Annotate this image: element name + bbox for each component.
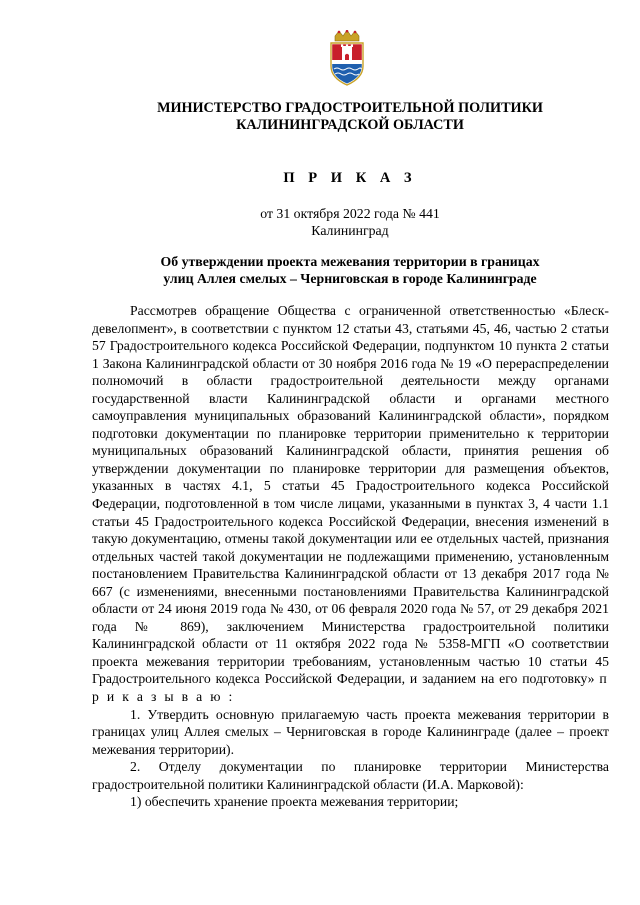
preamble-paragraph: [92, 302, 609, 706]
subject-line-2: улиц Аллея смелых – Черниговская в городе Калининграде: [163, 271, 537, 286]
preamble-text: Рассмотрев обращение Общества с ограниченной ответственностью «Блеск-девелопмент», в соответствии с пунктом 12 статьи 43, статьями 45, 46, частью 2 статьи 57 Градостроительного кодекса Российской Федерации, подпунктом 10 пункта 2 статьи 1 Закона Калининградской области от 30 ноября 2016 года № 19 «О перераспределении полномочий в области градостроительной деятельности между органами государственной власти Калининградской области и органами местного самоуправления муниципальных образований Калининградской области», порядком подготовки документации по планировке территории применительно к территории муниципальных образований Калининградской области, принятия решения об утверждении документации по планировке территории для размещения объектов, указанных в частях 4.1, 5 статьи 45 Градостроительного кодекса Российской Федерации, подготовленной в том числе лицами, указанными в пунктах 3, 4 части 1.1 статьи 45 Градостроительного кодекса Российской Федерации, внесения изменений в такую документацию, отмены такой документации или ее отдельных частей, признания отдельных частей такой документации не подлежащими применению, установленным постановлением Правительства Калининградской области от 13 декабря 2017 года № 667 (с изменениями, внесенными постановлениями Правительства Калининградской области от 24 июня 2019 года № 430, от 06 февраля 2020 года № 57, от 29 декабря 2021 года № 869), заключением Министерства градостроительной политики Калининградской области от 11 октября 2022 года № 5358-МГП «О соответствии проекта межевания территории требованиям, установленным частью 10 статьи 45 Градостроительного кодекса Российской Федерации, и заданием на его подготовку»: [92, 303, 609, 687]
document-date-block: [90, 205, 610, 239]
subject-line-1: Об утверждении проекта межевания территории в границах: [160, 254, 540, 269]
decree-word: п р и к а з ы в а ю :: [92, 671, 610, 705]
ministry-name: [90, 100, 610, 134]
city-name: Калининград: [311, 223, 389, 238]
document-subject: [90, 253, 610, 287]
date-and-number: от 31 октября 2022 года № 441: [260, 206, 440, 221]
item-1-paragraph: 1. Утвердить основную прилагаемую часть проекта межевания территории в границах улиц Аллея смелых – Черниговская в городе Калининграде (далее – проект межевания территории).: [92, 706, 609, 757]
item-2-paragraph: 2. Отделу документации по планировке территории Министерства градостроительной политики Калининградской области (И.А. Марковой):: [92, 759, 609, 792]
ministry-line-2: КАЛИНИНГРАДСКОЙ ОБЛАСТИ: [236, 117, 464, 133]
document-type-title: П Р И К А З: [283, 170, 417, 186]
document-body: [92, 302, 609, 811]
item-2-1-paragraph: 1) обеспечить хранение проекта межевания территории;: [130, 794, 459, 810]
coat-of-arms-icon: [327, 30, 367, 86]
ministry-line-1: МИНИСТЕРСТВО ГРАДОСТРОИТЕЛЬНОЙ ПОЛИТИКИ: [157, 100, 543, 116]
